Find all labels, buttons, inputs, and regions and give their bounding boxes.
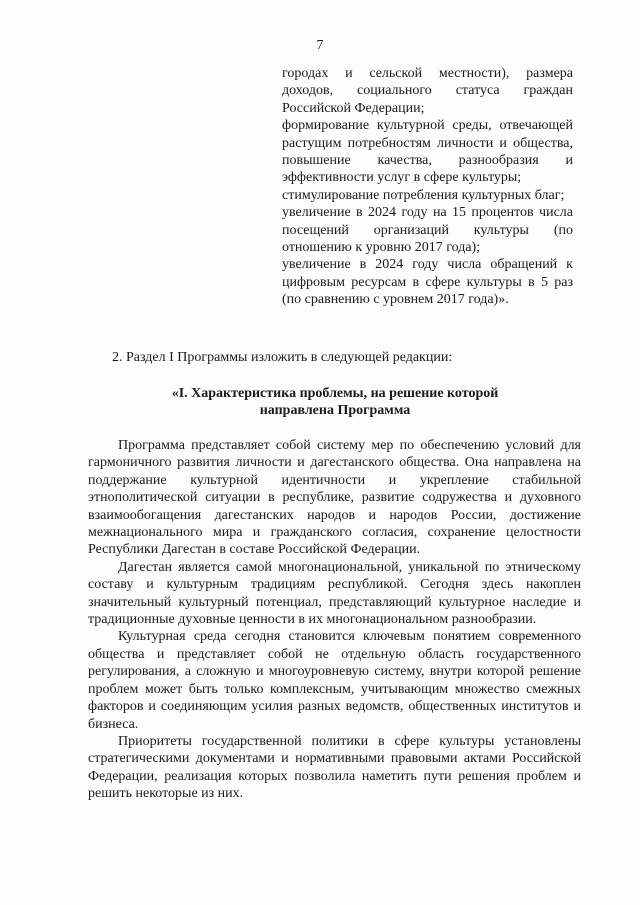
goals-list — [282, 65, 573, 309]
body-text — [88, 437, 581, 803]
list-item: увеличение в 2024 году числа обращений к цифровым ресурсам в сфере культуры в 5 раз (по сравнению с уровнем 2017 года)». — [282, 257, 573, 308]
list-item: городах и сельской местности), размера доходов, социального статуса граждан Российской Федерации; — [282, 66, 573, 116]
section-heading-line: направлена Программа — [259, 403, 411, 419]
paragraph: Программа представляет собой систему мер по обеспечению условий для гармоничного развития личности и дагестанского общества. Она направлена на поддержание культурной идентичности и укрепление стабильной этнополитической ситуации в республике, развитие содружества и духовного взаимообогащения дагестанских народов и народов России, достижение межнационального мира и гражданского согласия, сохранение целостности Республики Дагестан в составе Российской Федерации. — [88, 438, 581, 558]
paragraph: Культурная среда сегодня становится ключевым понятием современного общества и представляет собой не отдельную область государственного регулирования, а сложную и многоуровневую систему, внутри которой решение проблем может быть только комплексным, учитывающим множество смежных факторов и соединяющим усилия разных ведомств, общественных институтов и бизнеса. — [88, 629, 581, 732]
section-heading-line: «I. Характеристика проблемы, на решение которой — [171, 386, 499, 401]
page-number: 7 — [316, 38, 324, 53]
paragraph: Дагестан является самой многонациональной, уникальной по этническому составу и культурным традициям республикой. Сегодня здесь накоплен значительный культурный потенциал, представляющий культурное наследие и традиционные духовные ценности в их многонациональном разнообразии. — [88, 559, 581, 628]
section-instruction: 2. Раздел I Программы изложить в следующей редакции: — [112, 350, 453, 365]
list-item: стимулирование потребления культурных благ; — [282, 187, 565, 203]
section-heading — [100, 385, 570, 420]
list-item: формирование культурной среды, отвечающей растущим потребностям личности и общества, повышение качества, разнообразия и эффективности услуг в сфере культуры; — [282, 118, 573, 186]
paragraph: Приоритеты государственной политики в сфере культуры установлены стратегическими документами и нормативными правовыми актами Российской Федерации, реализация которых позволила наметить пути решения проблем и решить некоторые из них. — [88, 733, 581, 802]
list-item: увеличение в 2024 году на 15 процентов числа посещений организаций культуры (по отношению к уровню 2017 года); — [282, 205, 573, 256]
